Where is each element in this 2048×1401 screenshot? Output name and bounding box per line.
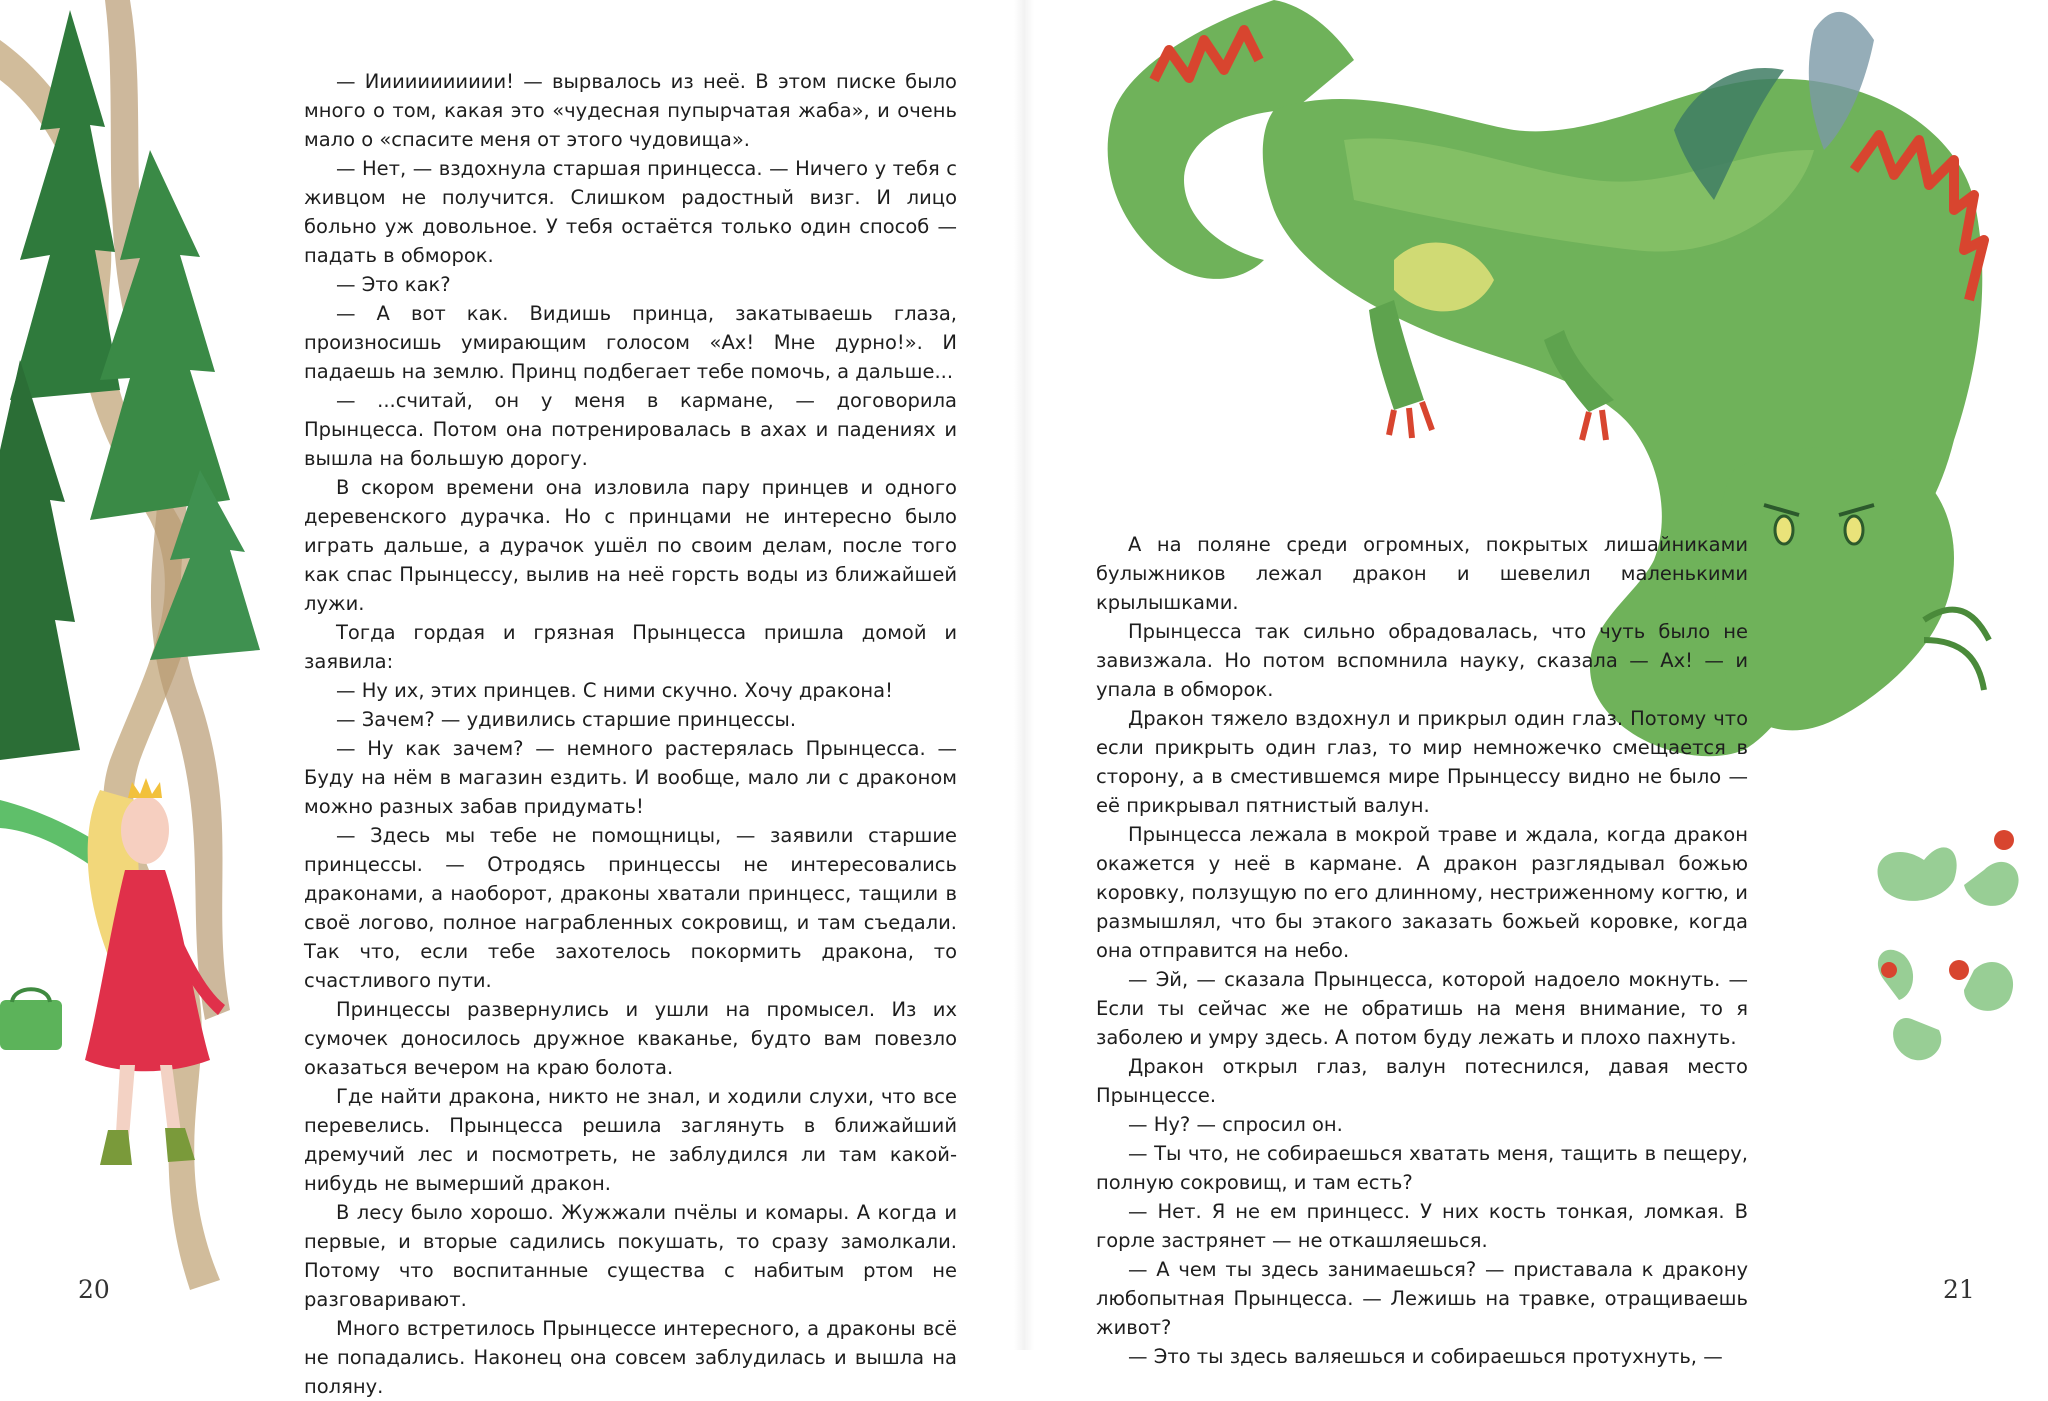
- handbag-icon: [0, 1000, 62, 1050]
- clover-leaf-5: [1893, 1018, 1941, 1060]
- paragraph: В скором времени она изловила пару принцев и одного деревенского дурачка. Но с принцами не интересно было играть дальше, а дурачок ушёл по своим делам, после того как спас Прынцессу, вылив на неё горсть воды из ближайшей лужи.: [304, 476, 957, 615]
- paragraph: — Нет. Я не ем принцесс. У них кость тонкая, ломкая. В горле застрянет — не откашляешься.: [1096, 1200, 1748, 1252]
- paragraph: Дракон тяжело вздохнул и прикрыл один глаз. Потому что если прикрыть один глаз, то мир немножечко смещается в сторону, а в сместившемся мире Прынцессу видно не было — её прикрывал пятнистый валун.: [1096, 707, 1748, 817]
- paragraph: — Ты что, не собираешься хватать меня, тащить в пещеру, полную сокровищ, и там есть?: [1096, 1142, 1748, 1194]
- strawberry-icon: [1949, 960, 1969, 980]
- paragraph: — Ну? — спросил он.: [1128, 1113, 1343, 1136]
- clover-strawberry-decoration: [1864, 820, 2034, 1080]
- dragon-claws-back: [1582, 410, 1606, 440]
- paragraph: Тогда гордая и грязная Прынцесса пришла домой и заявила:: [304, 621, 957, 673]
- paragraph: Дракон открыл глаз, валун потеснился, давая место Прынцессе.: [1096, 1055, 1748, 1107]
- paragraph: — Здесь мы тебе не помощницы, — заявили старшие принцессы. — Отродясь принцессы не интересовались драконами, а наоборот, драконы хватали принцесс, тащили в своё логово, полное награбленных сокровищ, и там съедали. Так что, если тебе захотелось покормить дракона, то счастливого пути.: [304, 824, 957, 992]
- dragon-head: [1715, 448, 1954, 731]
- princess-face: [121, 796, 169, 864]
- clover-leaf-1: [1878, 847, 1957, 901]
- fir-tree-3: [0, 360, 80, 760]
- paragraph: — А вот как. Видишь принца, закатываешь глаза, произносишь умирающим голосом «Ах! Мне дурно!». И падаешь на землю. Принц подбегает тебе помочь, а дальше...: [304, 302, 957, 383]
- clover-leaf-4: [1964, 962, 2013, 1011]
- left-page-text: [304, 67, 957, 1401]
- paragraph: Прынцесса так сильно обрадовалась, что чуть было не завизжала. Но потом вспомнила науку, сказала — Ах! — и упала в обморок.: [1096, 620, 1748, 701]
- paragraph: — Иииииииииии! — вырвалось из неё. В этом писке было много о том, какая это «чудесная пупырчатая жаба», и очень мало о «спасите меня от этого чудовища».: [304, 70, 957, 151]
- paragraph: В лесу было хорошо. Жужжали пчёлы и комары. А когда и первые, и вторые садились покушать, то сразу замолкали. Потому что воспитанные существа с набитым ртом не разговаривают.: [304, 1201, 957, 1311]
- strawberry-icon: [1881, 962, 1897, 978]
- left-page: [0, 0, 1024, 1398]
- paragraph: — Нет, — вздохнула старшая принцесса. — Ничего у тебя с живцом не получится. Слишком радостный визг. И лицо больно уж довольное. У тебя остаётся только один способ — падать в обморок.: [304, 157, 957, 267]
- fir-tree-2: [90, 150, 230, 520]
- princess-boots: [100, 1128, 195, 1165]
- paragraph: Много встретилось Прынцессе интересного, а драконы всё не попадались. Наконец она совсем заблудилась и вышла на поляну.: [304, 1317, 957, 1398]
- paragraph: — Это как?: [336, 273, 451, 296]
- paragraph: — А чем ты здесь занимаешься? — приставала к дракону любопытная Прынцесса. — Лежишь на травке, отращиваешь живот?: [1096, 1258, 1748, 1339]
- dragon-eye-left: [1775, 516, 1793, 544]
- paragraph: — Зачем? — удивились старшие принцессы.: [336, 708, 797, 731]
- paragraph: А на поляне среди огромных, покрытых лишайниками булыжников лежал дракон и шевелил маленькими крылышками.: [1096, 533, 1748, 614]
- strawberry-icon: [1994, 830, 2014, 850]
- dragon-eye-right: [1845, 516, 1863, 544]
- page-number-right: 21: [1943, 1275, 1975, 1304]
- paragraph: — Эй, — сказала Прынцесса, которой надоело мокнуть. — Если ты сейчас же не обратишь на меня внимание, то я заболею и умру здесь. А потом буду лежать и плохо пахнуть.: [1096, 968, 1748, 1049]
- paragraph: Принцессы развернулись и ушли на промысел. Из их сумочек доносилось дружное кваканье, будто вам повезло оказаться вечером на краю болота.: [304, 998, 957, 1079]
- page-number-left: 20: [78, 1275, 110, 1304]
- paragraph: — Ну их, этих принцев. С ними скучно. Хочу дракона!: [336, 679, 893, 702]
- paragraph: — Ну как зачем? — немного растерялась Прынцесса. — Буду на нём в магазин ездить. И вообще, мало ли с драконом можно разных забав придумать!: [304, 737, 957, 818]
- paragraph: Прынцесса лежала в мокрой траве и ждала, когда дракон окажется у неё в кармане. А дракон разглядывал божью коровку, ползущую по его длинному, нестриженному когтю, и размышлял, что бы этакого заказать божьей коровке, когда она отправится на небо.: [1096, 823, 1748, 962]
- right-page-text: [1096, 530, 1748, 1371]
- paragraph: — ...считай, он у меня в кармане, — договорила Прынцесса. Потом она потренировалась в ахах и падениях и вышла на большую дорогу.: [304, 389, 957, 470]
- clover-leaf-2: [1964, 862, 2019, 906]
- paragraph: Где найти дракона, никто не знал, и ходили слухи, что все перевелись. Прынцесса решила заглянуть в ближайший дремучий лес и посмотреть, не заблудился ли там какой-нибудь не вымерший дракон.: [304, 1085, 957, 1195]
- forest-illustration: [0, 0, 300, 1290]
- right-page: [1024, 0, 2048, 1368]
- paragraph: — Это ты здесь валяешься и собираешься протухнуть, —: [1128, 1345, 1723, 1368]
